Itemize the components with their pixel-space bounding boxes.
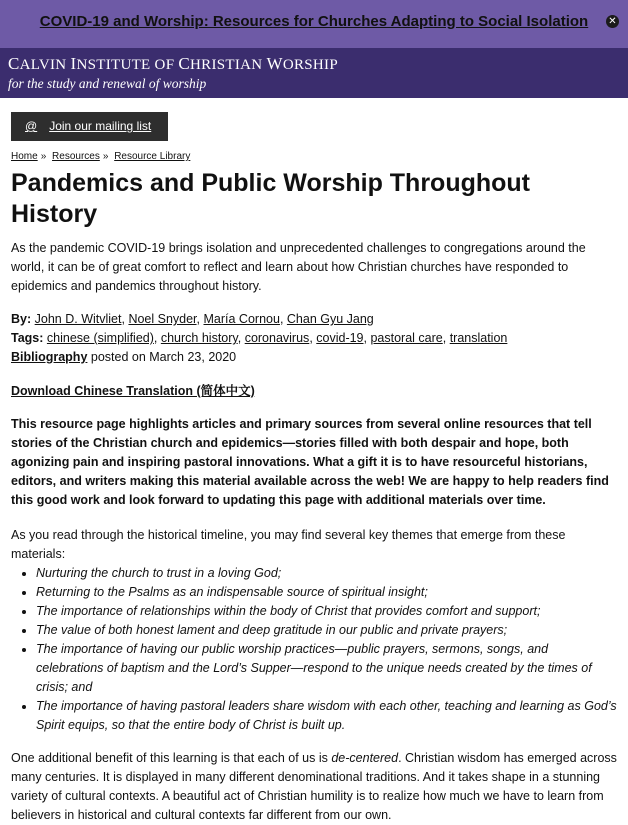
covid-banner bbox=[0, 0, 628, 48]
tag-link[interactable]: pastoral care bbox=[370, 331, 443, 345]
posted-date: posted on March 23, 2020 bbox=[90, 350, 237, 364]
site-title[interactable]: CALVIN INSTITUTE OF CHRISTIAN WORSHIP bbox=[8, 54, 338, 73]
tag-link[interactable]: chinese (simplified) bbox=[46, 331, 154, 345]
intro-paragraph: As the pandemic COVID-19 brings isolation and unprecedented challenges to congregations around the world, it can be of great comfort to reflect and learn about how Christian churches have responded to epidemics and pandemics throughout history. bbox=[11, 241, 586, 293]
timeline-intro: As you read through the historical timeline, you may find several key themes that emerge from these materials: bbox=[11, 528, 566, 561]
tags-line: Tags: chinese (simplified), church history, coronavirus, covid-19, pastoral care, translation bbox=[11, 331, 508, 345]
list-item: • The importance of having our public worship practices—public prayers, sermons, songs, and celebrations of baptism and the Lord’s Supper—respond to the unique needs created by the times of crisis; and bbox=[36, 640, 617, 697]
author-link[interactable]: Noel Snyder bbox=[128, 312, 197, 326]
list-item: • The importance of relationships within the body of Christ that provides comfort and support; bbox=[36, 602, 617, 621]
tag-link[interactable]: church history bbox=[160, 331, 238, 345]
download-chinese-translation-link[interactable]: Download Chinese Translation (简体中文) bbox=[11, 384, 255, 398]
covid-banner-link[interactable]: COVID-19 and Worship: Resources for Churches Adapting to Social Isolation bbox=[39, 13, 589, 30]
lead-paragraph: This resource page highlights articles and primary sources from several online resources that tell stories of the Christian church and epidemics—stories filled with both despair and hope, both agonizing pain and inspiring pastoral innovations. What a gift it is to have resourceful historians, editors, and writers making this material available across the web! We are happy to help readers find this good work and look forward to updating this page with additional materials over time. bbox=[11, 417, 609, 507]
breadcrumb-resources[interactable]: Resources bbox=[52, 151, 100, 162]
category-line bbox=[11, 348, 617, 367]
main-content bbox=[0, 98, 628, 825]
join-mailing-list-button[interactable] bbox=[11, 112, 168, 141]
join-mailing-list-label: Join our mailing list bbox=[49, 119, 152, 133]
tag-link[interactable]: translation bbox=[449, 331, 508, 345]
breadcrumb: Home » Resources » Resource Library bbox=[11, 151, 191, 162]
decentered-paragraph: One additional benefit of this learning is that each of us is de-centered. Christian wisdom has emerged across many centuries. It is displayed in many different denominational traditions. And it takes shape in a stunning variety of cultural contexts. A beautiful act of Christian humility is to realize how much we have to learn from believers in historical and cultural contexts far different from our own. bbox=[11, 751, 617, 822]
author-link[interactable]: John D. Witvliet bbox=[34, 312, 122, 326]
tag-link[interactable]: covid-19 bbox=[316, 331, 364, 345]
close-icon[interactable]: ✕ bbox=[606, 15, 619, 28]
list-item: • Returning to the Psalms as an indispensable source of spiritual insight; bbox=[36, 583, 617, 602]
list-item: • The value of both honest lament and deep gratitude in our public and private prayers; bbox=[36, 621, 617, 640]
download-translation bbox=[11, 381, 617, 399]
category-link[interactable]: Bibliography bbox=[11, 350, 88, 364]
article-meta bbox=[11, 310, 617, 367]
at-icon: @ bbox=[25, 119, 38, 133]
page-title: Pandemics and Public Worship Throughout History bbox=[11, 169, 531, 228]
authors-line: By: John D. Witvliet, Noel Snyder, María Cornou, Chan Gyu Jang bbox=[11, 312, 374, 326]
breadcrumb-resource-library[interactable]: Resource Library bbox=[114, 151, 191, 162]
themes-list bbox=[11, 564, 617, 735]
list-item: • Nurturing the church to trust in a loving God; bbox=[36, 564, 617, 583]
tag-link[interactable]: coronavirus bbox=[244, 331, 310, 345]
site-tagline: for the study and renewal of worship bbox=[8, 76, 207, 91]
author-link[interactable]: Chan Gyu Jang bbox=[286, 312, 374, 326]
author-link[interactable]: María Cornou bbox=[203, 312, 280, 326]
site-header bbox=[0, 48, 628, 98]
list-item: • The importance of having pastoral leaders share wisdom with each other, teaching and learning as God’s Spirit equips, so that the entire body of Christ is built up. bbox=[36, 697, 617, 735]
breadcrumb-home[interactable]: Home bbox=[11, 151, 38, 162]
